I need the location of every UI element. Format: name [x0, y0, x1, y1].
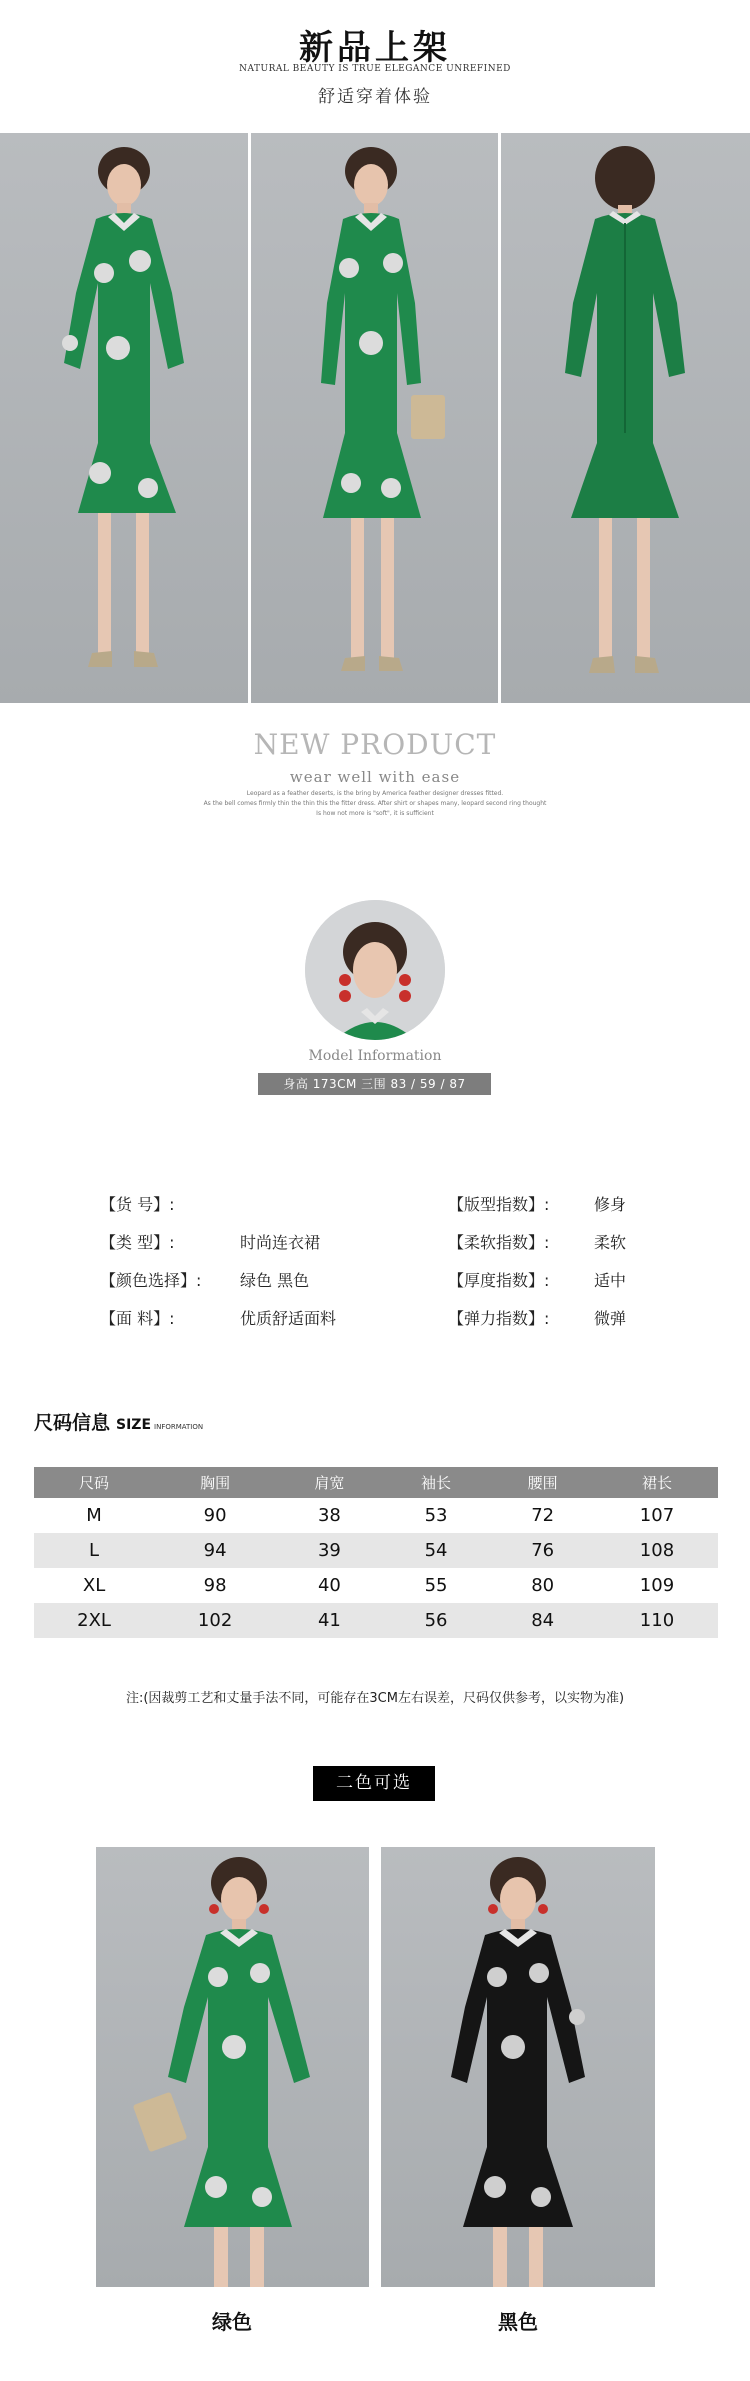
- size-cell: 40: [317, 1575, 341, 1596]
- size-cell: 38: [317, 1505, 341, 1526]
- size-cell: 102: [154, 1603, 276, 1638]
- size-cell: 2XL: [34, 1603, 154, 1638]
- spec-label: 【类 型】:: [100, 1233, 175, 1252]
- size-col-header: 裙长: [596, 1467, 718, 1498]
- spec-label: 【弹力指数】:: [448, 1309, 550, 1328]
- new-product-subtitle: wear well with ease: [289, 768, 461, 786]
- model-stats-bar: 身高 173CM 三围 83 / 59 / 87: [258, 1073, 491, 1095]
- spec-label: 【版型指数】:: [448, 1195, 550, 1214]
- spec-label: 【柔软指数】:: [448, 1233, 550, 1252]
- size-cell: 55: [424, 1575, 448, 1596]
- new-product-text-line: As the bell comes firmly thin the thin this the fitter dress. After shirt or shapes many, leopard second ring thought: [203, 800, 547, 807]
- size-cell: 80: [531, 1575, 555, 1596]
- size-table-header: [34, 1467, 718, 1498]
- spec-value: 修身: [594, 1195, 627, 1214]
- size-section-heading: [34, 1408, 203, 1435]
- spec-label: 【面 料】:: [100, 1309, 175, 1328]
- size-cell: 90: [203, 1505, 227, 1526]
- size-cell: 41: [276, 1603, 383, 1638]
- model-photo-back: [501, 133, 750, 703]
- new-product-text-line: Leopard as a feather deserts, is the bring by America feather designer dresses fitted.: [246, 790, 504, 797]
- model-photo-front-2: [251, 133, 498, 703]
- size-cell: 39: [276, 1533, 383, 1568]
- size-cell: 56: [383, 1603, 490, 1638]
- spec-value: 绿色 黑色: [240, 1271, 310, 1290]
- size-cell: L: [34, 1533, 154, 1568]
- header-subtitle: 舒适穿着体验: [318, 87, 432, 107]
- size-note: 注:(因裁剪工艺和丈量手法不同，可能存在3CM左右误差，尺码仅供参考，以实物为准): [125, 1691, 625, 1706]
- color-photo-green: [96, 1847, 369, 2287]
- new-product-title: NEW PRODUCT: [253, 728, 497, 761]
- table-row: [34, 1568, 718, 1603]
- size-col-header: 胸围: [154, 1467, 276, 1498]
- spec-value: 柔软: [594, 1233, 627, 1252]
- header-tagline: NATURAL BEAUTY IS TRUE ELEGANCE UNREFINED: [239, 64, 511, 74]
- spec-label: 【货 号】:: [100, 1195, 175, 1214]
- new-product-text-line: Is how not more is "soft", it is sufficient: [316, 810, 434, 817]
- table-row: [34, 1603, 718, 1638]
- size-cell: 107: [639, 1505, 675, 1526]
- color-options-badge: 二色可选: [313, 1766, 435, 1801]
- page-title: 新品上架: [299, 28, 451, 68]
- spec-label: 【颜色选择】:: [100, 1271, 202, 1290]
- size-cell: 54: [383, 1533, 490, 1568]
- size-cell: 94: [154, 1533, 276, 1568]
- size-cell: XL: [82, 1575, 106, 1596]
- size-title-en2: INFORMATION: [154, 1423, 204, 1431]
- model-photo-front-1: [0, 133, 248, 703]
- size-cell: 72: [531, 1505, 555, 1526]
- size-cell: 84: [489, 1603, 596, 1638]
- spec-value: 适中: [594, 1271, 627, 1290]
- size-col-header: 尺码: [34, 1467, 154, 1498]
- spec-value: 时尚连衣裙: [240, 1233, 321, 1252]
- size-col-header: 肩宽: [276, 1467, 383, 1498]
- size-cell: 98: [203, 1575, 227, 1596]
- model-avatar: [305, 900, 445, 1040]
- size-cell: 109: [639, 1575, 675, 1596]
- size-col-header: 袖长: [383, 1467, 490, 1498]
- table-row: [34, 1498, 718, 1533]
- color-label-black: 黑色: [498, 2310, 538, 2334]
- size-cell: 76: [489, 1533, 596, 1568]
- size-col-header: 腰围: [489, 1467, 596, 1498]
- size-cell: M: [86, 1505, 102, 1526]
- color-label-green: 绿色: [212, 2310, 252, 2334]
- color-photo-black: [381, 1847, 655, 2287]
- size-title-cn: 尺码信息: [34, 1412, 111, 1434]
- spec-value: 优质舒适面料: [240, 1309, 337, 1328]
- spec-value: 微弹: [594, 1309, 627, 1328]
- size-cell: 53: [424, 1505, 448, 1526]
- table-row: [34, 1533, 718, 1568]
- spec-label: 【厚度指数】:: [448, 1271, 550, 1290]
- size-table: [34, 1467, 718, 1638]
- size-title-en: SIZE: [116, 1417, 152, 1433]
- model-info-title: Model Information: [308, 1048, 442, 1064]
- size-cell: 108: [596, 1533, 718, 1568]
- size-cell: 110: [596, 1603, 718, 1638]
